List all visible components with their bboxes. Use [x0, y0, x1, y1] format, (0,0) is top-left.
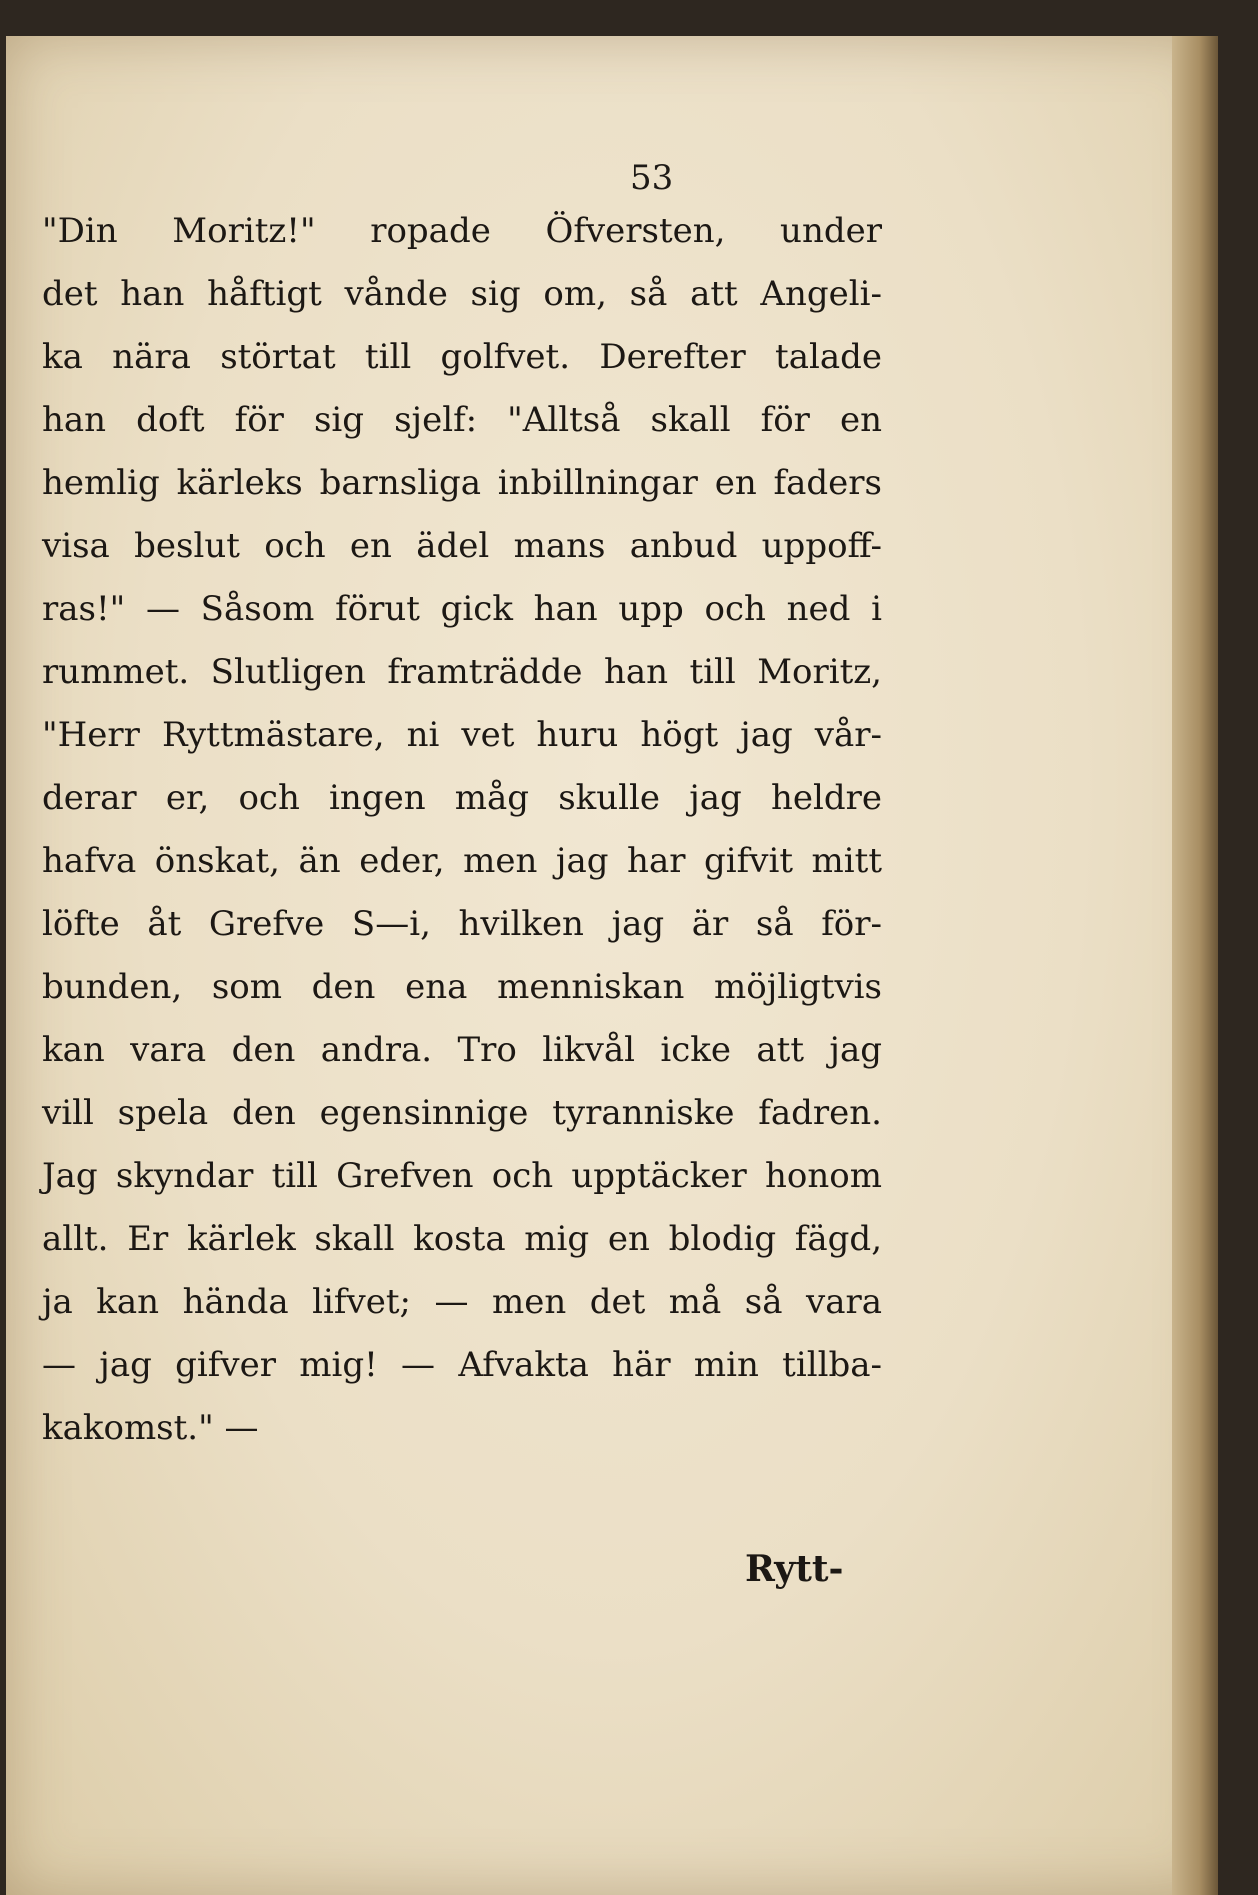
text-line: hemlig kärleks barnsliga inbillningar en faders: [42, 463, 882, 503]
body-text: [42, 200, 882, 1460]
text-line: ja kan hända lifvet; — men det må så vara: [42, 1282, 882, 1322]
text-line: — jag gifver mig! — Afvakta här min tillba-: [42, 1345, 882, 1385]
text-line: han doft för sig sjelf: "Alltså skall för en: [42, 400, 882, 440]
text-line: det han håftigt vånde sig om, så att Angeli-: [42, 274, 882, 314]
text-line: bunden, som den ena menniskan möjligtvis: [42, 967, 882, 1007]
text-line: hafva önskat, än eder, men jag har gifvit mitt: [42, 841, 882, 881]
page-edge: [1172, 36, 1218, 1895]
text-line: vill spela den egensinnige tyranniske fadren.: [42, 1093, 882, 1133]
catchword: Rytt-: [745, 1548, 844, 1590]
text-line: ka nära störtat till golfvet. Derefter talade: [42, 337, 882, 377]
text-line: allt. Er kärlek skall kosta mig en blodig fägd,: [42, 1219, 882, 1259]
text-line: löfte åt Grefve S—i, hvilken jag är så för-: [42, 904, 882, 944]
page-number: 53: [630, 158, 674, 198]
text-line: "Din Moritz!" ropade Öfversten, under: [42, 211, 882, 251]
text-line: "Herr Ryttmästare, ni vet huru högt jag vår-: [42, 715, 882, 755]
text-line: kan vara den andra. Tro likvål icke att jag: [42, 1030, 882, 1070]
text-line: kakomst." —: [42, 1408, 259, 1448]
text-line: visa beslut och en ädel mans anbud uppoff-: [42, 526, 882, 566]
text-line: rummet. Slutligen framträdde han till Moritz,: [42, 652, 882, 692]
text-line: derar er, och ingen måg skulle jag heldre: [42, 778, 882, 818]
text-line: ras!" — Såsom förut gick han upp och ned i: [42, 589, 882, 629]
text-line: Jag skyndar till Grefven och upptäcker honom: [42, 1156, 882, 1196]
